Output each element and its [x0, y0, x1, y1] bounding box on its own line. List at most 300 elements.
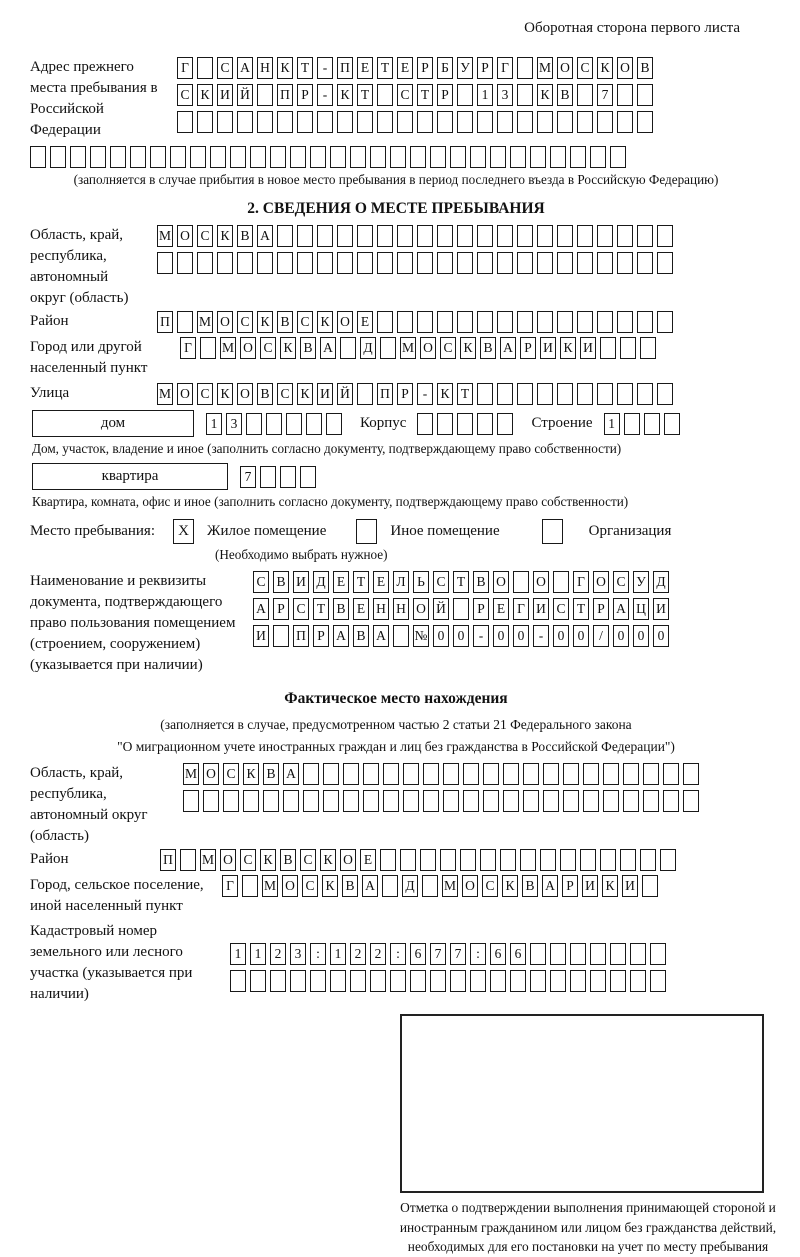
char-box[interactable]	[263, 790, 279, 812]
char-box[interactable]: К	[217, 383, 233, 405]
char-box[interactable]	[197, 111, 213, 133]
char-box[interactable]: П	[157, 311, 173, 333]
char-box[interactable]	[537, 383, 553, 405]
char-box[interactable]	[340, 337, 356, 359]
char-box[interactable]: Р	[437, 84, 453, 106]
char-box[interactable]	[597, 225, 613, 247]
char-box[interactable]: К	[317, 311, 333, 333]
char-box[interactable]	[323, 790, 339, 812]
char-box[interactable]: С	[553, 598, 569, 620]
char-box[interactable]	[663, 763, 679, 785]
char-box[interactable]: А	[613, 598, 629, 620]
char-box[interactable]	[417, 252, 433, 274]
char-box[interactable]	[223, 790, 239, 812]
char-box[interactable]: С	[197, 225, 213, 247]
char-box[interactable]: Г	[222, 875, 238, 897]
char-box[interactable]	[203, 790, 219, 812]
char-box[interactable]: -	[317, 84, 333, 106]
char-box[interactable]: 0	[513, 625, 529, 647]
char-box[interactable]: Р	[473, 598, 489, 620]
char-box[interactable]	[537, 111, 553, 133]
char-box[interactable]	[242, 875, 258, 897]
char-box[interactable]	[350, 970, 366, 992]
char-box[interactable]: 7	[597, 84, 613, 106]
char-box[interactable]: Й	[237, 84, 253, 106]
char-box[interactable]: 2	[370, 943, 386, 965]
char-box[interactable]	[457, 311, 473, 333]
char-box[interactable]	[543, 763, 559, 785]
char-box[interactable]	[377, 252, 393, 274]
char-box[interactable]	[640, 849, 656, 871]
char-box[interactable]	[303, 763, 319, 785]
char-box[interactable]: 6	[510, 943, 526, 965]
char-box[interactable]	[624, 413, 640, 435]
char-box[interactable]: К	[320, 849, 336, 871]
char-box[interactable]	[403, 790, 419, 812]
char-box[interactable]	[180, 849, 196, 871]
char-box[interactable]	[503, 763, 519, 785]
char-box[interactable]	[357, 252, 373, 274]
char-box[interactable]: П	[277, 84, 293, 106]
char-box[interactable]: Б	[437, 57, 453, 79]
char-box[interactable]	[170, 146, 186, 168]
char-box[interactable]: :	[310, 943, 326, 965]
char-box[interactable]	[537, 252, 553, 274]
char-box[interactable]	[270, 970, 286, 992]
char-box[interactable]	[370, 146, 386, 168]
char-box[interactable]: №	[413, 625, 429, 647]
char-box[interactable]: О	[493, 571, 509, 593]
char-box[interactable]: 0	[573, 625, 589, 647]
char-box[interactable]	[397, 311, 413, 333]
char-box[interactable]: С	[397, 84, 413, 106]
char-box[interactable]	[637, 311, 653, 333]
char-box[interactable]: О	[593, 571, 609, 593]
char-box[interactable]: И	[540, 337, 556, 359]
char-box[interactable]: Т	[313, 598, 329, 620]
char-box[interactable]: О	[420, 337, 436, 359]
char-box[interactable]: Г	[513, 598, 529, 620]
char-box[interactable]	[246, 413, 262, 435]
char-box[interactable]: Р	[273, 598, 289, 620]
char-box[interactable]	[70, 146, 86, 168]
char-box[interactable]	[537, 311, 553, 333]
char-box[interactable]	[450, 146, 466, 168]
char-box[interactable]	[683, 763, 699, 785]
char-box[interactable]	[290, 146, 306, 168]
char-box[interactable]	[417, 225, 433, 247]
char-box[interactable]: В	[257, 383, 273, 405]
char-box[interactable]	[197, 252, 213, 274]
char-box[interactable]: Е	[373, 571, 389, 593]
char-box[interactable]: С	[237, 311, 253, 333]
kvartira-box[interactable]: квартира	[32, 463, 228, 490]
char-box[interactable]: С	[293, 598, 309, 620]
char-box[interactable]	[557, 383, 573, 405]
char-box[interactable]: К	[243, 763, 259, 785]
char-box[interactable]: Т	[417, 84, 433, 106]
char-box[interactable]: П	[337, 57, 353, 79]
char-box[interactable]	[623, 763, 639, 785]
char-box[interactable]: Д	[313, 571, 329, 593]
char-box[interactable]	[513, 571, 529, 593]
char-box[interactable]: И	[317, 383, 333, 405]
char-box[interactable]	[590, 943, 606, 965]
char-box[interactable]	[577, 252, 593, 274]
char-box[interactable]	[583, 790, 599, 812]
char-box[interactable]	[457, 111, 473, 133]
char-box[interactable]	[420, 849, 436, 871]
char-box[interactable]	[350, 146, 366, 168]
char-box[interactable]: А	[373, 625, 389, 647]
char-box[interactable]: Й	[337, 383, 353, 405]
char-box[interactable]	[650, 943, 666, 965]
char-box[interactable]	[637, 252, 653, 274]
char-box[interactable]	[657, 225, 673, 247]
char-box[interactable]: 7	[240, 466, 256, 488]
char-box[interactable]	[597, 383, 613, 405]
char-box[interactable]	[517, 252, 533, 274]
char-box[interactable]: Й	[433, 598, 449, 620]
char-box[interactable]: С	[277, 383, 293, 405]
char-box[interactable]	[500, 849, 516, 871]
char-box[interactable]	[490, 146, 506, 168]
char-box[interactable]	[557, 111, 573, 133]
char-box[interactable]	[370, 970, 386, 992]
char-box[interactable]: 7	[430, 943, 446, 965]
char-box[interactable]: В	[280, 849, 296, 871]
char-box[interactable]	[600, 337, 616, 359]
char-box[interactable]: С	[223, 763, 239, 785]
char-box[interactable]	[257, 111, 273, 133]
char-box[interactable]: Р	[477, 57, 493, 79]
char-box[interactable]	[317, 252, 333, 274]
char-box[interactable]	[430, 970, 446, 992]
char-box[interactable]	[437, 111, 453, 133]
char-box[interactable]: М	[537, 57, 553, 79]
char-box[interactable]: Р	[417, 57, 433, 79]
char-box[interactable]	[286, 413, 302, 435]
char-box[interactable]	[30, 146, 46, 168]
char-box[interactable]: С	[300, 849, 316, 871]
char-box[interactable]: О	[203, 763, 219, 785]
char-box[interactable]	[306, 413, 322, 435]
char-box[interactable]	[310, 970, 326, 992]
char-box[interactable]	[382, 875, 398, 897]
char-box[interactable]: М	[183, 763, 199, 785]
char-box[interactable]: К	[460, 337, 476, 359]
char-box[interactable]	[337, 111, 353, 133]
char-box[interactable]	[477, 252, 493, 274]
char-box[interactable]: И	[580, 337, 596, 359]
char-box[interactable]: К	[502, 875, 518, 897]
char-box[interactable]: Е	[333, 571, 349, 593]
char-box[interactable]: Д	[360, 337, 376, 359]
char-box[interactable]	[250, 146, 266, 168]
char-box[interactable]	[130, 146, 146, 168]
char-box[interactable]: С	[577, 57, 593, 79]
char-box[interactable]	[517, 383, 533, 405]
char-box[interactable]	[577, 84, 593, 106]
char-box[interactable]	[483, 790, 499, 812]
char-box[interactable]: Т	[353, 571, 369, 593]
char-box[interactable]	[497, 111, 513, 133]
char-box[interactable]	[377, 225, 393, 247]
char-box[interactable]	[530, 146, 546, 168]
char-box[interactable]	[663, 790, 679, 812]
char-box[interactable]	[400, 849, 416, 871]
char-box[interactable]: А	[542, 875, 558, 897]
char-box[interactable]: Т	[457, 383, 473, 405]
char-box[interactable]	[637, 111, 653, 133]
char-box[interactable]	[177, 111, 193, 133]
char-box[interactable]	[297, 252, 313, 274]
char-box[interactable]	[620, 849, 636, 871]
char-box[interactable]: Л	[393, 571, 409, 593]
char-box[interactable]: И	[533, 598, 549, 620]
char-box[interactable]: О	[177, 225, 193, 247]
char-box[interactable]	[610, 146, 626, 168]
char-box[interactable]: 1	[230, 943, 246, 965]
char-box[interactable]: О	[177, 383, 193, 405]
char-box[interactable]	[90, 146, 106, 168]
char-box[interactable]	[563, 763, 579, 785]
char-box[interactable]	[477, 383, 493, 405]
char-box[interactable]	[277, 252, 293, 274]
char-box[interactable]	[597, 311, 613, 333]
char-box[interactable]	[283, 790, 299, 812]
char-box[interactable]: В	[300, 337, 316, 359]
char-box[interactable]	[650, 970, 666, 992]
char-box[interactable]: 3	[290, 943, 306, 965]
char-box[interactable]: Р	[297, 84, 313, 106]
char-box[interactable]	[463, 790, 479, 812]
char-box[interactable]: К	[602, 875, 618, 897]
char-box[interactable]: Р	[593, 598, 609, 620]
char-box[interactable]: Е	[397, 57, 413, 79]
char-box[interactable]	[237, 252, 253, 274]
char-box[interactable]	[273, 625, 289, 647]
char-box[interactable]: А	[333, 625, 349, 647]
char-box[interactable]: О	[462, 875, 478, 897]
char-box[interactable]	[443, 790, 459, 812]
char-box[interactable]: 2	[350, 943, 366, 965]
char-box[interactable]: 3	[226, 413, 242, 435]
char-box[interactable]: -	[317, 57, 333, 79]
char-box[interactable]: Т	[573, 598, 589, 620]
char-box[interactable]: И	[582, 875, 598, 897]
char-box[interactable]: В	[263, 763, 279, 785]
char-box[interactable]	[423, 790, 439, 812]
char-box[interactable]	[310, 146, 326, 168]
char-box[interactable]	[457, 252, 473, 274]
char-box[interactable]: В	[557, 84, 573, 106]
char-box[interactable]	[537, 225, 553, 247]
char-box[interactable]	[657, 383, 673, 405]
char-box[interactable]	[517, 225, 533, 247]
char-box[interactable]	[150, 146, 166, 168]
char-box[interactable]	[343, 763, 359, 785]
char-box[interactable]	[557, 311, 573, 333]
char-box[interactable]	[357, 111, 373, 133]
char-box[interactable]	[600, 849, 616, 871]
char-box[interactable]	[260, 466, 276, 488]
char-box[interactable]: Р	[520, 337, 536, 359]
char-box[interactable]	[603, 790, 619, 812]
char-box[interactable]	[497, 252, 513, 274]
char-box[interactable]	[530, 970, 546, 992]
char-box[interactable]	[297, 225, 313, 247]
char-box[interactable]	[250, 970, 266, 992]
char-box[interactable]: О	[217, 311, 233, 333]
char-box[interactable]	[357, 383, 373, 405]
char-box[interactable]: В	[342, 875, 358, 897]
char-box[interactable]	[517, 84, 533, 106]
char-box[interactable]: О	[533, 571, 549, 593]
char-box[interactable]: 6	[490, 943, 506, 965]
char-box[interactable]: С	[217, 57, 233, 79]
char-box[interactable]	[290, 970, 306, 992]
char-box[interactable]	[257, 84, 273, 106]
char-box[interactable]: Е	[357, 57, 373, 79]
char-box[interactable]: 1	[477, 84, 493, 106]
char-box[interactable]	[437, 252, 453, 274]
char-box[interactable]	[570, 943, 586, 965]
char-box[interactable]	[437, 225, 453, 247]
char-box[interactable]: М	[400, 337, 416, 359]
char-box[interactable]: 0	[493, 625, 509, 647]
char-box[interactable]: Р	[397, 383, 413, 405]
char-box[interactable]: Т	[453, 571, 469, 593]
char-box[interactable]	[210, 146, 226, 168]
char-box[interactable]	[597, 111, 613, 133]
char-box[interactable]	[497, 383, 513, 405]
char-box[interactable]	[620, 337, 636, 359]
char-box[interactable]	[497, 225, 513, 247]
char-box[interactable]: П	[377, 383, 393, 405]
char-box[interactable]	[470, 970, 486, 992]
char-box[interactable]	[330, 970, 346, 992]
char-box[interactable]	[443, 763, 459, 785]
char-box[interactable]: Р	[562, 875, 578, 897]
char-box[interactable]: У	[457, 57, 473, 79]
char-box[interactable]	[450, 970, 466, 992]
char-box[interactable]: С	[177, 84, 193, 106]
char-box[interactable]	[177, 311, 193, 333]
char-box[interactable]	[560, 849, 576, 871]
checkbox-inoe[interactable]	[356, 519, 377, 544]
char-box[interactable]	[637, 84, 653, 106]
char-box[interactable]: А	[257, 225, 273, 247]
char-box[interactable]	[297, 111, 313, 133]
char-box[interactable]	[577, 311, 593, 333]
char-box[interactable]: -	[417, 383, 433, 405]
char-box[interactable]	[640, 337, 656, 359]
char-box[interactable]	[523, 763, 539, 785]
char-box[interactable]: В	[522, 875, 538, 897]
char-box[interactable]	[377, 84, 393, 106]
char-box[interactable]: И	[253, 625, 269, 647]
char-box[interactable]	[477, 413, 493, 435]
char-box[interactable]: Т	[377, 57, 393, 79]
char-box[interactable]	[383, 790, 399, 812]
char-box[interactable]: 0	[553, 625, 569, 647]
char-box[interactable]	[643, 790, 659, 812]
char-box[interactable]: И	[622, 875, 638, 897]
char-box[interactable]: Д	[402, 875, 418, 897]
char-box[interactable]	[417, 413, 433, 435]
checkbox-organizatsiya[interactable]	[542, 519, 563, 544]
char-box[interactable]: Т	[297, 57, 313, 79]
char-box[interactable]	[563, 790, 579, 812]
char-box[interactable]	[550, 146, 566, 168]
char-box[interactable]	[630, 970, 646, 992]
char-box[interactable]	[483, 763, 499, 785]
char-box[interactable]	[577, 111, 593, 133]
char-box[interactable]: С	[613, 571, 629, 593]
char-box[interactable]: С	[440, 337, 456, 359]
char-box[interactable]: Р	[313, 625, 329, 647]
char-box[interactable]	[553, 571, 569, 593]
char-box[interactable]: О	[340, 849, 356, 871]
char-box[interactable]	[577, 225, 593, 247]
char-box[interactable]	[617, 383, 633, 405]
char-box[interactable]	[423, 763, 439, 785]
char-box[interactable]: В	[637, 57, 653, 79]
char-box[interactable]: К	[337, 84, 353, 106]
char-box[interactable]	[457, 84, 473, 106]
char-box[interactable]	[583, 763, 599, 785]
char-box[interactable]	[110, 146, 126, 168]
char-box[interactable]: К	[537, 84, 553, 106]
char-box[interactable]	[510, 970, 526, 992]
char-box[interactable]	[580, 849, 596, 871]
char-box[interactable]: К	[560, 337, 576, 359]
char-box[interactable]	[453, 598, 469, 620]
char-box[interactable]: Е	[360, 849, 376, 871]
char-box[interactable]	[410, 970, 426, 992]
char-box[interactable]: 7	[450, 943, 466, 965]
char-box[interactable]: К	[322, 875, 338, 897]
char-box[interactable]: М	[157, 225, 173, 247]
char-box[interactable]	[337, 225, 353, 247]
char-box[interactable]	[300, 466, 316, 488]
char-box[interactable]: Н	[373, 598, 389, 620]
char-box[interactable]	[417, 111, 433, 133]
char-box[interactable]: В	[480, 337, 496, 359]
char-box[interactable]	[177, 252, 193, 274]
char-box[interactable]	[157, 252, 173, 274]
char-box[interactable]	[460, 849, 476, 871]
char-box[interactable]	[557, 252, 573, 274]
char-box[interactable]: В	[237, 225, 253, 247]
char-box[interactable]	[380, 337, 396, 359]
char-box[interactable]: С	[297, 311, 313, 333]
char-box[interactable]	[430, 146, 446, 168]
char-box[interactable]	[393, 625, 409, 647]
char-box[interactable]: О	[237, 383, 253, 405]
char-box[interactable]	[517, 111, 533, 133]
char-box[interactable]: А	[362, 875, 378, 897]
char-box[interactable]: О	[337, 311, 353, 333]
char-box[interactable]	[422, 875, 438, 897]
char-box[interactable]: 1	[206, 413, 222, 435]
char-box[interactable]	[523, 790, 539, 812]
char-box[interactable]: С	[302, 875, 318, 897]
char-box[interactable]	[330, 146, 346, 168]
char-box[interactable]: В	[333, 598, 349, 620]
char-box[interactable]: В	[353, 625, 369, 647]
